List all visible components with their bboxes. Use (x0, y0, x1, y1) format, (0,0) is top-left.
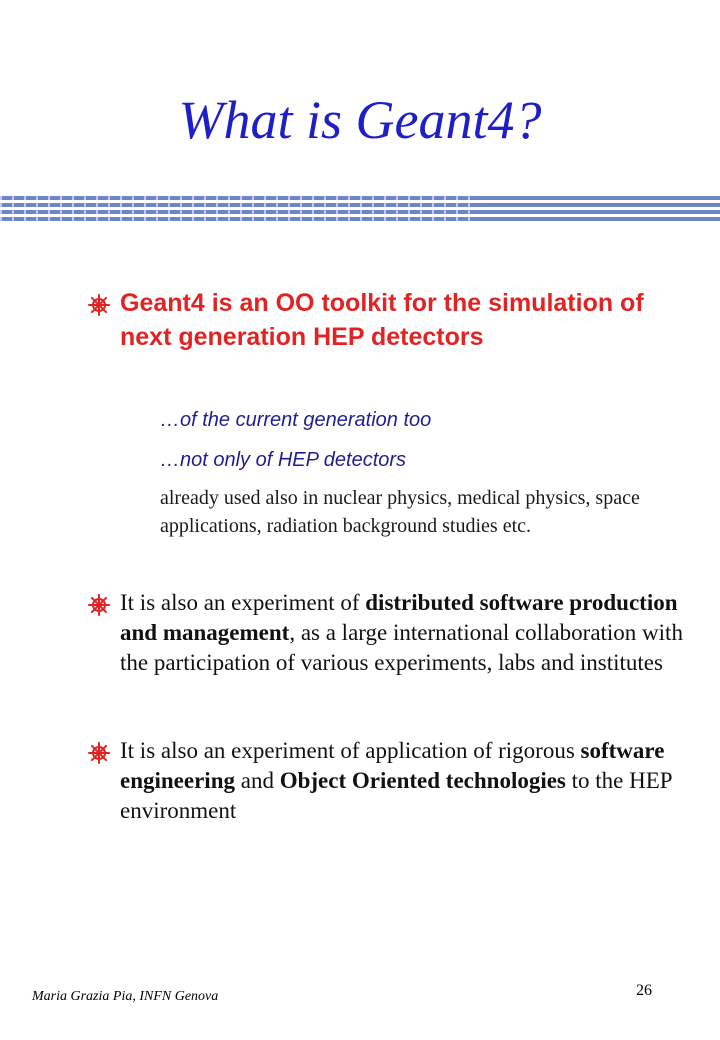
subitem-applications: already used also in nuclear physics, medical physics, space applications, radiation background studies etc. (160, 487, 640, 537)
ship-wheel-icon (88, 742, 110, 764)
ship-wheel-icon (88, 594, 110, 616)
bullet-text: It is also an experiment of distributed software production and management, as a large international collaboration with the participation of various experiments, labs and institutes (120, 590, 683, 675)
subitem-not-only-hep: …not only of HEP detectors (160, 449, 407, 471)
slide-title: What is Geant4? (178, 90, 542, 150)
bullet-text: Geant4 is an OO toolkit for the simulation of next generation HEP detectors (120, 289, 644, 351)
bullet-software-engineering (88, 736, 688, 826)
title-divider (0, 196, 720, 226)
page-number: 26 (636, 982, 652, 999)
footer-author: Maria Grazia Pia, INFN Genova (32, 989, 219, 1004)
bullet-geant4-toolkit (88, 286, 688, 354)
subitem-current-generation: …of the current generation too (160, 409, 432, 431)
bullet-text: It is also an experiment of application of rigorous software engineering and Object Oriented technologies to the HEP environment (120, 738, 672, 823)
bullet-distributed-software (88, 588, 688, 678)
ship-wheel-icon (88, 294, 110, 316)
